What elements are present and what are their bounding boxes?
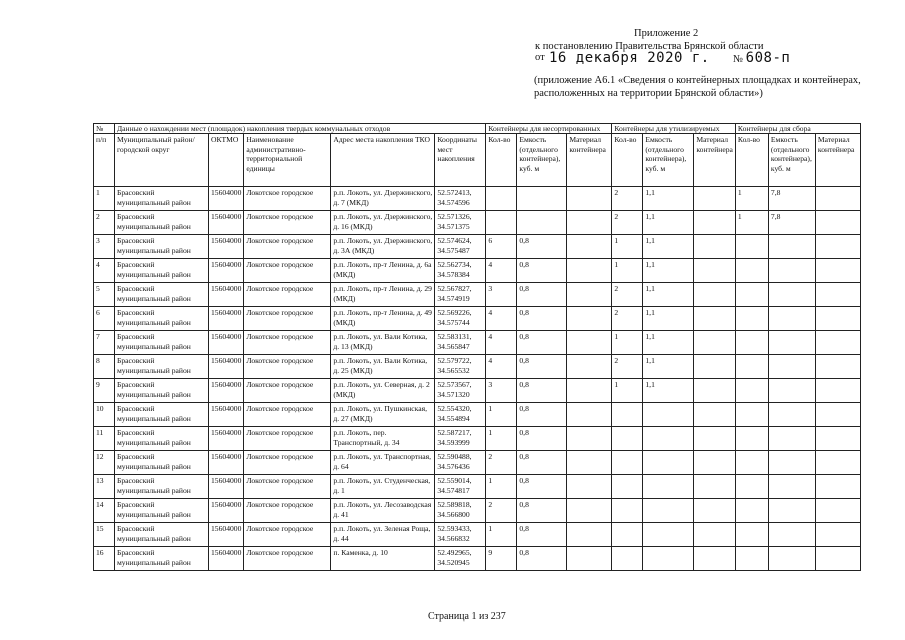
cell-collection-count xyxy=(735,451,768,475)
page-counter: Страница 1 из 237 xyxy=(428,611,506,622)
cell-unsorted-count: 4 xyxy=(486,331,517,355)
cell-district: Брасовский муниципальный район xyxy=(115,259,209,283)
decree-date-number xyxy=(535,50,791,66)
cell-unsorted-material xyxy=(567,499,612,523)
cell-unsorted-count: 6 xyxy=(486,235,517,259)
cell-admin-unit: Локотское городское xyxy=(244,283,331,307)
cell-no: 16 xyxy=(94,547,115,571)
cell-collection-count xyxy=(735,283,768,307)
cell-unsorted-count: 9 xyxy=(486,547,517,571)
cell-address: п. Каменка, д. 10 xyxy=(331,547,435,571)
table-row xyxy=(94,259,861,283)
cell-unsorted-count xyxy=(486,211,517,235)
cell-unsorted-count: 1 xyxy=(486,475,517,499)
cell-recycle-count: 1 xyxy=(612,379,643,403)
cell-unsorted-capacity: 0,8 xyxy=(517,403,567,427)
cell-collection-material xyxy=(815,427,860,451)
cell-no: 4 xyxy=(94,259,115,283)
cell-district: Брасовский муниципальный район xyxy=(115,523,209,547)
cell-unsorted-material xyxy=(567,331,612,355)
cell-collection-capacity xyxy=(768,331,815,355)
col-collection-capacity: Емкость (отдельного контейнера), куб. м xyxy=(768,134,815,187)
cell-collection-capacity xyxy=(768,427,815,451)
cell-collection-capacity: 7,8 xyxy=(768,211,815,235)
col-admin-unit: Наименование административно-территориальной единицы xyxy=(244,134,331,187)
cell-collection-material xyxy=(815,307,860,331)
cell-unsorted-material xyxy=(567,235,612,259)
cell-collection-capacity: 7,8 xyxy=(768,187,815,211)
cell-oktmo: 15604000 xyxy=(209,547,244,571)
cell-address: р.п. Локоть, ул. Вали Котика, д. 25 (МКД) xyxy=(331,355,435,379)
cell-collection-count: 1 xyxy=(735,187,768,211)
cell-collection-count xyxy=(735,307,768,331)
cell-recycle-count: 2 xyxy=(612,307,643,331)
cell-collection-capacity xyxy=(768,547,815,571)
cell-no: 6 xyxy=(94,307,115,331)
cell-recycle-count xyxy=(612,427,643,451)
cell-collection-material xyxy=(815,523,860,547)
cell-recycle-capacity: 1,1 xyxy=(643,235,694,259)
cell-unsorted-material xyxy=(567,307,612,331)
cell-recycle-count: 2 xyxy=(612,355,643,379)
cell-oktmo: 15604000 xyxy=(209,187,244,211)
decree-number xyxy=(733,50,790,66)
table-row xyxy=(94,355,861,379)
group-collection: Контейнеры для сбора xyxy=(735,124,860,134)
cell-unsorted-capacity: 0,8 xyxy=(517,499,567,523)
cell-recycle-count: 1 xyxy=(612,235,643,259)
table-row xyxy=(94,475,861,499)
cell-admin-unit: Локотское городское xyxy=(244,307,331,331)
cell-district: Брасовский муниципальный район xyxy=(115,307,209,331)
cell-recycle-material xyxy=(694,307,736,331)
cell-recycle-material xyxy=(694,259,736,283)
cell-recycle-capacity xyxy=(643,547,694,571)
cell-recycle-material xyxy=(694,283,736,307)
cell-admin-unit: Локотское городское xyxy=(244,211,331,235)
table-row xyxy=(94,523,861,547)
cell-collection-material xyxy=(815,451,860,475)
cell-district: Брасовский муниципальный район xyxy=(115,451,209,475)
decree-reference: к постановлению Правительства Брянской области xyxy=(535,41,764,52)
cell-collection-capacity xyxy=(768,283,815,307)
cell-recycle-capacity: 1,1 xyxy=(643,283,694,307)
table-row xyxy=(94,331,861,355)
cell-no: 11 xyxy=(94,427,115,451)
cell-admin-unit: Локотское городское xyxy=(244,235,331,259)
cell-no: 9 xyxy=(94,379,115,403)
cell-oktmo: 15604000 xyxy=(209,523,244,547)
cell-coords: 52.583131, 34.565847 xyxy=(435,331,486,355)
table-row xyxy=(94,307,861,331)
cell-unsorted-count: 3 xyxy=(486,379,517,403)
cell-recycle-capacity xyxy=(643,451,694,475)
cell-collection-count: 1 xyxy=(735,211,768,235)
cell-coords: 52.559014, 34.574817 xyxy=(435,475,486,499)
cell-collection-count xyxy=(735,355,768,379)
cell-unsorted-capacity: 0,8 xyxy=(517,283,567,307)
cell-unsorted-material xyxy=(567,259,612,283)
cell-address: р.п. Локоть, пер. Транспортный, д. 34 xyxy=(331,427,435,451)
cell-unsorted-capacity: 0,8 xyxy=(517,307,567,331)
cell-unsorted-material xyxy=(567,475,612,499)
cell-collection-count xyxy=(735,331,768,355)
cell-recycle-count xyxy=(612,475,643,499)
cell-oktmo: 15604000 xyxy=(209,451,244,475)
cell-coords: 52.571326, 34.571375 xyxy=(435,211,486,235)
cell-admin-unit: Локотское городское xyxy=(244,427,331,451)
table-row xyxy=(94,547,861,571)
table-row xyxy=(94,403,861,427)
cell-collection-count xyxy=(735,427,768,451)
cell-recycle-material xyxy=(694,379,736,403)
cell-recycle-count xyxy=(612,403,643,427)
cell-collection-material xyxy=(815,475,860,499)
col-oktmo: ОКТМО xyxy=(209,134,244,187)
cell-unsorted-material xyxy=(567,283,612,307)
table-row xyxy=(94,283,861,307)
col-district: Муниципальный район/городской округ xyxy=(115,134,209,187)
cell-recycle-capacity: 1,1 xyxy=(643,211,694,235)
table-row xyxy=(94,427,861,451)
cell-oktmo: 15604000 xyxy=(209,283,244,307)
cell-recycle-material xyxy=(694,499,736,523)
cell-unsorted-capacity: 0,8 xyxy=(517,547,567,571)
cell-collection-capacity xyxy=(768,259,815,283)
cell-recycle-count: 2 xyxy=(612,211,643,235)
cell-coords: 52.562734, 34.578384 xyxy=(435,259,486,283)
cell-unsorted-capacity: 0,8 xyxy=(517,331,567,355)
cell-address: р.п. Локоть, пр-т Ленина, д. 49 (МКД) xyxy=(331,307,435,331)
cell-collection-count xyxy=(735,523,768,547)
cell-collection-count xyxy=(735,547,768,571)
cell-address: р.п. Локоть, пр-т Ленина, д. 29 (МКД) xyxy=(331,283,435,307)
col-coords: Координаты мест накопления xyxy=(435,134,486,187)
group-recycle: Контейнеры для утилизируемых xyxy=(612,124,736,134)
cell-oktmo: 15604000 xyxy=(209,211,244,235)
cell-oktmo: 15604000 xyxy=(209,475,244,499)
table-row xyxy=(94,499,861,523)
cell-no: 1 xyxy=(94,187,115,211)
cell-collection-capacity xyxy=(768,235,815,259)
group-unsorted: Контейнеры для несортированных xyxy=(486,124,612,134)
cell-district: Брасовский муниципальный район xyxy=(115,211,209,235)
cell-no: 3 xyxy=(94,235,115,259)
cell-collection-capacity xyxy=(768,523,815,547)
cell-unsorted-material xyxy=(567,355,612,379)
cell-recycle-capacity xyxy=(643,427,694,451)
cell-no: 13 xyxy=(94,475,115,499)
cell-oktmo: 15604000 xyxy=(209,259,244,283)
cell-recycle-capacity xyxy=(643,403,694,427)
cell-recycle-material xyxy=(694,547,736,571)
col-unsorted-capacity: Емкость (отдельного контейнера), куб. м xyxy=(517,134,567,187)
cell-no: 5 xyxy=(94,283,115,307)
cell-recycle-material xyxy=(694,235,736,259)
cell-recycle-material xyxy=(694,451,736,475)
cell-unsorted-material xyxy=(567,187,612,211)
cell-collection-capacity xyxy=(768,499,815,523)
cell-oktmo: 15604000 xyxy=(209,427,244,451)
cell-unsorted-count: 1 xyxy=(486,427,517,451)
cell-unsorted-count: 3 xyxy=(486,283,517,307)
cell-unsorted-count xyxy=(486,187,517,211)
cell-coords: 52.579722, 34.565532 xyxy=(435,355,486,379)
cell-recycle-material xyxy=(694,355,736,379)
cell-unsorted-capacity: 0,8 xyxy=(517,235,567,259)
cell-recycle-capacity: 1,1 xyxy=(643,331,694,355)
appendix-title: Приложение 2 xyxy=(634,28,699,39)
container-sites-table xyxy=(93,123,861,571)
cell-coords: 52.593433, 34.566832 xyxy=(435,523,486,547)
cell-no: 2 xyxy=(94,211,115,235)
table-row xyxy=(94,211,861,235)
cell-coords: 52.573567, 34.571320 xyxy=(435,379,486,403)
cell-admin-unit: Локотское городское xyxy=(244,547,331,571)
table-row xyxy=(94,451,861,475)
document-subtitle: (приложение А6.1 «Сведения о контейнерных площадках и контейнерах, расположенных на территории Брянской области») xyxy=(534,75,861,99)
cell-address: р.п. Локоть, ул. Зеленая Роща, д. 44 xyxy=(331,523,435,547)
cell-admin-unit: Локотское городское xyxy=(244,355,331,379)
cell-admin-unit: Локотское городское xyxy=(244,259,331,283)
cell-collection-material xyxy=(815,355,860,379)
cell-recycle-capacity: 1,1 xyxy=(643,355,694,379)
cell-recycle-capacity: 1,1 xyxy=(643,307,694,331)
cell-collection-material xyxy=(815,211,860,235)
cell-coords: 52.590488, 34.576436 xyxy=(435,451,486,475)
cell-recycle-count: 2 xyxy=(612,187,643,211)
cell-recycle-material xyxy=(694,427,736,451)
cell-collection-material xyxy=(815,187,860,211)
cell-admin-unit: Локотское городское xyxy=(244,403,331,427)
cell-recycle-count: 2 xyxy=(612,283,643,307)
cell-unsorted-capacity: 0,8 xyxy=(517,355,567,379)
cell-district: Брасовский муниципальный район xyxy=(115,403,209,427)
group-location: Данные о нахождении мест (площадок) накопления твердых коммунальных отходов xyxy=(115,124,486,134)
cell-address: р.п. Локоть, ул. Транспортная, д. 64 xyxy=(331,451,435,475)
cell-recycle-count xyxy=(612,451,643,475)
table-row xyxy=(94,187,861,211)
cell-unsorted-material xyxy=(567,523,612,547)
cell-unsorted-material xyxy=(567,403,612,427)
cell-address: р.п. Локоть, ул. Пушкинская, д. 27 (МКД) xyxy=(331,403,435,427)
cell-admin-unit: Локотское городское xyxy=(244,187,331,211)
cell-unsorted-capacity: 0,8 xyxy=(517,259,567,283)
cell-collection-count xyxy=(735,259,768,283)
cell-oktmo: 15604000 xyxy=(209,355,244,379)
cell-unsorted-count: 4 xyxy=(486,307,517,331)
cell-unsorted-capacity: 0,8 xyxy=(517,475,567,499)
cell-unsorted-count: 2 xyxy=(486,499,517,523)
cell-no: 8 xyxy=(94,355,115,379)
cell-no: 14 xyxy=(94,499,115,523)
col-unsorted-material: Материал контейнера xyxy=(567,134,612,187)
cell-unsorted-material xyxy=(567,379,612,403)
cell-collection-count xyxy=(735,235,768,259)
cell-unsorted-count: 1 xyxy=(486,523,517,547)
cell-collection-material xyxy=(815,547,860,571)
cell-recycle-material xyxy=(694,475,736,499)
cell-coords: 52.569226, 34.575744 xyxy=(435,307,486,331)
cell-address: р.п. Локоть, ул. Дзержинского, д. 16 (МКД) xyxy=(331,211,435,235)
cell-recycle-count: 1 xyxy=(612,331,643,355)
cell-address: р.п. Локоть, ул. Студенческая, д. 1 xyxy=(331,475,435,499)
cell-unsorted-material xyxy=(567,547,612,571)
cell-coords: 52.554320, 34.554894 xyxy=(435,403,486,427)
cell-collection-capacity xyxy=(768,475,815,499)
table-row xyxy=(94,235,861,259)
cell-collection-count xyxy=(735,475,768,499)
col-unsorted-count: Кол-во xyxy=(486,134,517,187)
cell-oktmo: 15604000 xyxy=(209,331,244,355)
cell-recycle-capacity: 1,1 xyxy=(643,187,694,211)
cell-unsorted-capacity: 0,8 xyxy=(517,379,567,403)
col-no: п/п xyxy=(94,134,115,187)
cell-coords: 52.589818, 34.566800 xyxy=(435,499,486,523)
cell-district: Брасовский муниципальный район xyxy=(115,475,209,499)
cell-oktmo: 15604000 xyxy=(209,379,244,403)
cell-collection-material xyxy=(815,403,860,427)
cell-recycle-count xyxy=(612,499,643,523)
cell-district: Брасовский муниципальный район xyxy=(115,427,209,451)
cell-collection-capacity xyxy=(768,379,815,403)
cell-recycle-material xyxy=(694,211,736,235)
cell-address: р.п. Локоть, ул. Северная, д. 2 (МКД) xyxy=(331,379,435,403)
cell-coords: 52.492965, 34.520945 xyxy=(435,547,486,571)
cell-coords: 52.572413, 34.574596 xyxy=(435,187,486,211)
cell-recycle-capacity: 1,1 xyxy=(643,259,694,283)
number-prefix: № xyxy=(733,54,744,65)
cell-address: р.п. Локоть, ул. Дзержинского, д. 3А (МКД) xyxy=(331,235,435,259)
cell-collection-count xyxy=(735,403,768,427)
cell-admin-unit: Локотское городское xyxy=(244,331,331,355)
cell-recycle-capacity xyxy=(643,499,694,523)
date-prefix: от xyxy=(535,52,545,63)
cell-recycle-capacity xyxy=(643,475,694,499)
cell-unsorted-capacity xyxy=(517,211,567,235)
cell-district: Брасовский муниципальный район xyxy=(115,547,209,571)
cell-unsorted-count: 4 xyxy=(486,355,517,379)
decree-number-value: 608-п xyxy=(745,50,791,66)
cell-collection-capacity xyxy=(768,403,815,427)
cell-oktmo: 15604000 xyxy=(209,403,244,427)
cell-address: р.п. Локоть, ул. Дзержинского, д. 7 (МКД) xyxy=(331,187,435,211)
col-recycle-material: Материал контейнера xyxy=(694,134,736,187)
cell-collection-material xyxy=(815,379,860,403)
cell-no: 12 xyxy=(94,451,115,475)
column-header-row xyxy=(94,134,861,187)
cell-unsorted-capacity: 0,8 xyxy=(517,427,567,451)
cell-admin-unit: Локотское городское xyxy=(244,379,331,403)
cell-unsorted-count: 2 xyxy=(486,451,517,475)
group-header-row xyxy=(94,124,861,134)
cell-unsorted-material xyxy=(567,211,612,235)
cell-district: Брасовский муниципальный район xyxy=(115,355,209,379)
cell-recycle-capacity xyxy=(643,523,694,547)
cell-address: р.п. Локоть, ул. Вали Котика, д. 13 (МКД) xyxy=(331,331,435,355)
cell-collection-material xyxy=(815,283,860,307)
cell-admin-unit: Локотское городское xyxy=(244,523,331,547)
cell-recycle-count: 1 xyxy=(612,259,643,283)
cell-coords: 52.567827, 34.574919 xyxy=(435,283,486,307)
cell-collection-material xyxy=(815,499,860,523)
cell-admin-unit: Локотское городское xyxy=(244,451,331,475)
cell-unsorted-count: 1 xyxy=(486,403,517,427)
cell-unsorted-capacity xyxy=(517,187,567,211)
cell-coords: 52.574624, 34.575487 xyxy=(435,235,486,259)
cell-district: Брасовский муниципальный район xyxy=(115,379,209,403)
col-recycle-count: Кол-во xyxy=(612,134,643,187)
cell-collection-material xyxy=(815,259,860,283)
cell-oktmo: 15604000 xyxy=(209,499,244,523)
cell-district: Брасовский муниципальный район xyxy=(115,331,209,355)
col-recycle-capacity: Емкость (отдельного контейнера), куб. м xyxy=(643,134,694,187)
cell-oktmo: 15604000 xyxy=(209,307,244,331)
cell-address: р.п. Локоть, пр-т Ленина, д. 6а (МКД) xyxy=(331,259,435,283)
cell-collection-material xyxy=(815,235,860,259)
cell-oktmo: 15604000 xyxy=(209,235,244,259)
cell-unsorted-capacity: 0,8 xyxy=(517,451,567,475)
cell-address: р.п. Локоть, ул. Лесозаводская д. 41 xyxy=(331,499,435,523)
cell-district: Брасовский муниципальный район xyxy=(115,283,209,307)
col-collection-count: Кол-во xyxy=(735,134,768,187)
cell-recycle-material xyxy=(694,331,736,355)
cell-collection-count xyxy=(735,379,768,403)
cell-collection-material xyxy=(815,331,860,355)
cell-district: Брасовский муниципальный район xyxy=(115,187,209,211)
cell-no: 7 xyxy=(94,331,115,355)
cell-recycle-count xyxy=(612,547,643,571)
cell-unsorted-material xyxy=(567,427,612,451)
col-address: Адрес места накопления ТКО xyxy=(331,134,435,187)
cell-admin-unit: Локотское городское xyxy=(244,499,331,523)
col-collection-material: Материал контейнера xyxy=(815,134,860,187)
cell-recycle-capacity: 1,1 xyxy=(643,379,694,403)
cell-recycle-material xyxy=(694,403,736,427)
cell-collection-capacity xyxy=(768,451,815,475)
cell-no: 15 xyxy=(94,523,115,547)
cell-admin-unit: Локотское городское xyxy=(244,475,331,499)
group-no: № xyxy=(94,124,115,134)
cell-collection-count xyxy=(735,499,768,523)
table-row xyxy=(94,379,861,403)
cell-collection-capacity xyxy=(768,355,815,379)
cell-district: Брасовский муниципальный район xyxy=(115,499,209,523)
cell-district: Брасовский муниципальный район xyxy=(115,235,209,259)
cell-unsorted-material xyxy=(567,451,612,475)
cell-unsorted-count: 4 xyxy=(486,259,517,283)
cell-coords: 52.587217, 34.593999 xyxy=(435,427,486,451)
cell-unsorted-capacity: 0,8 xyxy=(517,523,567,547)
cell-recycle-count xyxy=(612,523,643,547)
cell-recycle-material xyxy=(694,523,736,547)
cell-recycle-material xyxy=(694,187,736,211)
cell-collection-capacity xyxy=(768,307,815,331)
cell-no: 10 xyxy=(94,403,115,427)
decree-date: 16 декабря 2020 г. xyxy=(549,50,710,66)
